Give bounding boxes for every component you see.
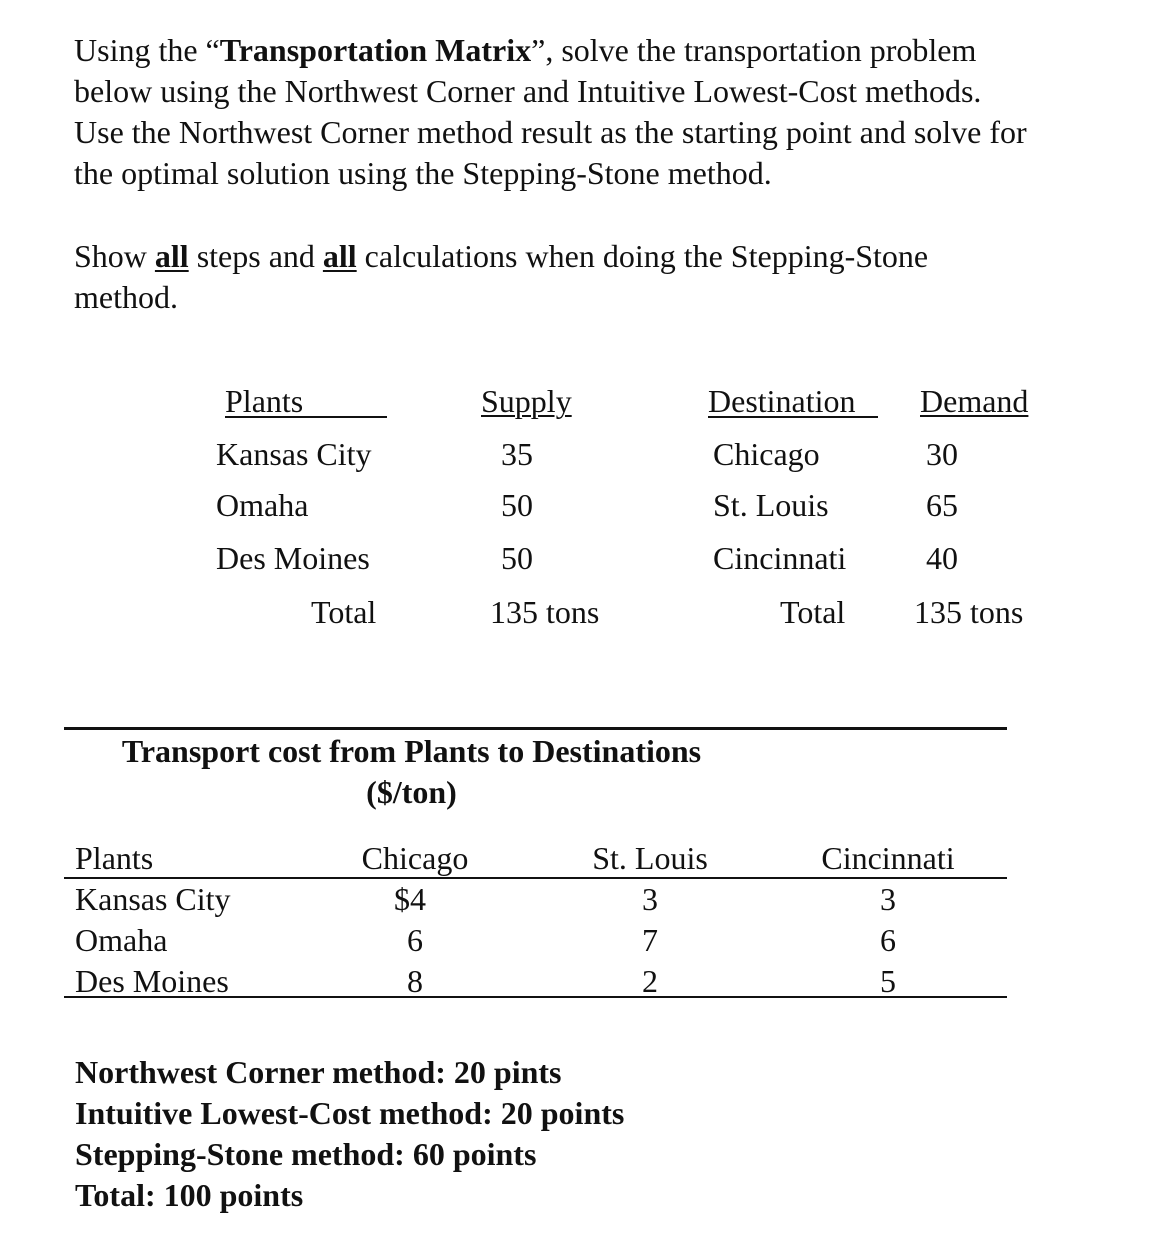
instructions-line-1-pre: Using the “ — [74, 32, 220, 68]
cost-cell: 3 — [880, 881, 896, 917]
cost-cell: 6 — [407, 922, 423, 958]
plant-name: Kansas City — [216, 436, 372, 472]
cost-header-cincinnati: Cincinnati — [821, 840, 955, 876]
cost-table-top-rule — [64, 727, 1007, 730]
supply-total-label: Total — [311, 594, 377, 630]
transportation-matrix-term: Transportation Matrix — [219, 32, 532, 68]
demand-header: Demand — [920, 383, 1029, 419]
note-text-1: Show — [74, 238, 155, 274]
cost-header-st-louis: St. Louis — [592, 840, 708, 876]
cost-cell: 7 — [642, 922, 658, 958]
plants-header-underline — [225, 414, 387, 418]
cost-row-plant: Kansas City — [75, 881, 231, 917]
note-emphasis-1: all — [154, 238, 189, 274]
note-paragraph — [74, 236, 928, 318]
supply-total-value: 135 tons — [490, 594, 600, 630]
instructions-paragraph — [74, 30, 1027, 194]
supply-value: 35 — [501, 436, 533, 472]
note-emphasis-2: all — [322, 238, 357, 274]
destination-name: St. Louis — [713, 487, 829, 523]
note-line-1 — [74, 236, 928, 277]
instructions-line-2: below using the Northwest Corner and Intuitive Lowest-Cost methods. — [74, 73, 982, 109]
supply-value: 50 — [501, 540, 533, 576]
cost-header-plants: Plants — [75, 840, 154, 876]
cost-cell: 8 — [407, 963, 423, 999]
points-total: Total: 100 points — [75, 1177, 304, 1213]
points-northwest-corner: Northwest Corner method: 20 pints — [75, 1054, 562, 1090]
points-stepping-stone: Stepping-Stone method: 60 points — [75, 1136, 537, 1172]
note-text-3: calculations when doing the Stepping-Stone — [356, 238, 929, 274]
note-text-2: steps and — [188, 238, 323, 274]
demand-total-value: 135 tons — [914, 594, 1024, 630]
demand-value: 65 — [926, 487, 958, 523]
cost-cell: 6 — [880, 922, 896, 958]
cost-table-bottom-rule — [64, 996, 1007, 998]
cost-cell: 5 — [880, 963, 896, 999]
cost-row-plant: Des Moines — [75, 963, 229, 999]
instructions-line-1 — [74, 30, 1027, 71]
demand-value: 40 — [926, 540, 958, 576]
cost-cell: 3 — [642, 881, 658, 917]
cost-row-plant: Omaha — [75, 922, 168, 958]
cost-cell: $4 — [394, 881, 426, 917]
cost-cell: 2 — [642, 963, 658, 999]
cost-table-header-rule — [64, 877, 1007, 879]
destination-name: Cincinnati — [713, 540, 847, 576]
instructions-line-1-post: ”, solve the transportation problem — [531, 32, 977, 68]
instructions-line-3: Use the Northwest Corner method result as the starting point and solve for — [74, 114, 1027, 150]
points-breakdown — [75, 1052, 624, 1216]
supply-header: Supply — [481, 383, 572, 419]
cost-table-title-line-2: ($/ton) — [366, 774, 457, 810]
destination-name: Chicago — [713, 436, 820, 472]
demand-value: 30 — [926, 436, 958, 472]
note-line-2: method. — [74, 279, 178, 315]
plants-header: Plants — [225, 383, 304, 419]
plant-name: Omaha — [216, 487, 309, 523]
supply-value: 50 — [501, 487, 533, 523]
destination-header: Destination — [708, 383, 856, 419]
points-intuitive-lowest-cost: Intuitive Lowest-Cost method: 20 points — [75, 1095, 625, 1131]
demand-total-label: Total — [780, 594, 846, 630]
cost-header-chicago: Chicago — [361, 840, 469, 876]
destination-header-underline — [708, 414, 878, 418]
plant-name: Des Moines — [216, 540, 370, 576]
cost-table-title-line-1: Transport cost from Plants to Destinations — [121, 733, 702, 769]
instructions-line-4: the optimal solution using the Stepping-Stone method. — [74, 155, 772, 191]
